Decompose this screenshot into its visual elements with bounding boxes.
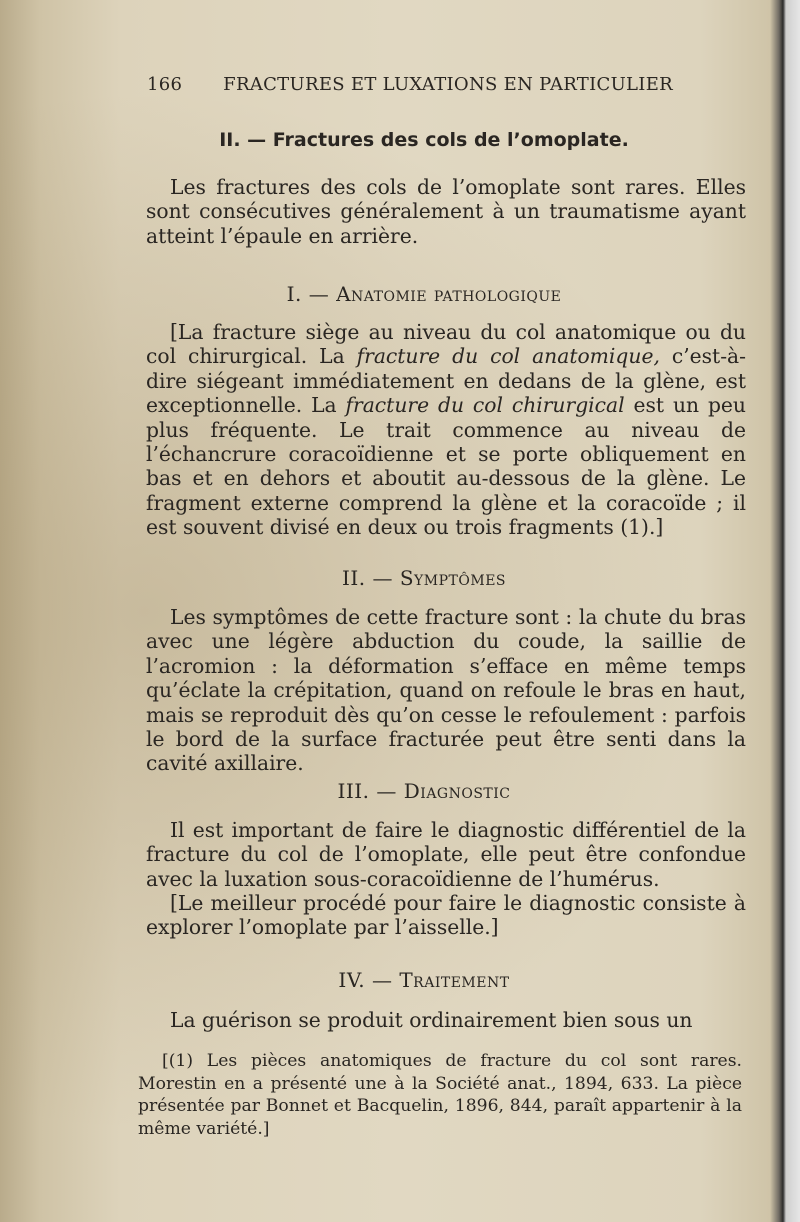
page-number: 166 bbox=[147, 74, 183, 95]
running-header bbox=[147, 74, 673, 95]
symptomes-paragraph: Les symptômes de cette fracture sont : la chute du bras avec une légère abduction du coude, la saillie de l’acromion : la déformation s’efface en même temps qu’éclate la crépitation, quand on refoule le bras en haut, mais se reproduit dès qu’on cesse le refoulement : parfois le bord de la surface fracturée peut être senti dans la cavité axillaire. bbox=[146, 605, 746, 776]
intro-paragraph: Les fractures des cols de l’omoplate sont rares. Elles sont consécutives généralement à un traumatisme ayant atteint l’épaule en arrière. bbox=[146, 175, 746, 248]
heading-anatomie bbox=[0, 282, 800, 306]
heading-traitement bbox=[0, 968, 800, 992]
heading-diagnostic-number: III. — bbox=[337, 779, 397, 803]
anatomie-paragraph bbox=[146, 320, 746, 540]
heading-symptomes bbox=[0, 566, 800, 590]
anatomie-text-a: [La fracture siège au niveau du col anatomique ou du col chirurgical. La bbox=[146, 320, 746, 369]
running-title: FRACTURES ET LUXATIONS EN PARTICULIER bbox=[223, 74, 673, 95]
section-title: II. — Fractures des cols de l’omoplate. bbox=[219, 129, 629, 151]
heading-diagnostic bbox=[0, 779, 800, 803]
diagnostic-paragraph-2: [Le meilleur procédé pour faire le diagnostic consiste à explorer l’omoplate par l’aisselle.] bbox=[146, 891, 746, 940]
heading-anatomie-text: Anatomie pathologique bbox=[336, 282, 562, 306]
heading-traitement-number: IV. — bbox=[338, 968, 393, 992]
heading-diagnostic-text: Diagnostic bbox=[403, 779, 511, 803]
anatomie-text-c: est un peu plus fréquente. Le trait commence au niveau de l’échancrure coracoïdienne et se porte obliquement en bas et en dehors et aboutit au-dessous de la glène. Le fragment externe comprend la glène et la coracoïde ; il est souvent divisé en deux ou trois fragments (1).] bbox=[146, 393, 746, 540]
traitement-paragraph: La guérison se produit ordinairement bien sous un bbox=[170, 1008, 693, 1032]
anatomie-italic-2: fracture du col chirurgical bbox=[345, 393, 625, 418]
anatomie-italic-1: fracture du col anatomique, bbox=[356, 344, 660, 369]
footnote: [(1) Les pièces anatomiques de fracture du col sont rares. Morestin en a présenté une à la Société anat., 1894, 633. La pièce présentée par Bonnet et Bacquelin, 1896, 844, paraît appartenir à la même variété.] bbox=[138, 1051, 742, 1139]
diagnostic-paragraph-1: Il est important de faire le diagnostic différentiel de la fracture du col de l’omoplate, elle peut être confondue avec la luxation sous-coracoïdienne de l’humérus. bbox=[146, 818, 746, 891]
anatomie-text-b: c’est-à-dire siégeant immédiatement en dedans de la glène, est exceptionnelle. La bbox=[146, 344, 746, 418]
heading-symptomes-text: Symptômes bbox=[399, 566, 507, 590]
heading-symptomes-number: II. — bbox=[341, 566, 393, 590]
heading-traitement-text: Traitement bbox=[399, 968, 510, 992]
heading-anatomie-number: I. — bbox=[286, 282, 330, 306]
